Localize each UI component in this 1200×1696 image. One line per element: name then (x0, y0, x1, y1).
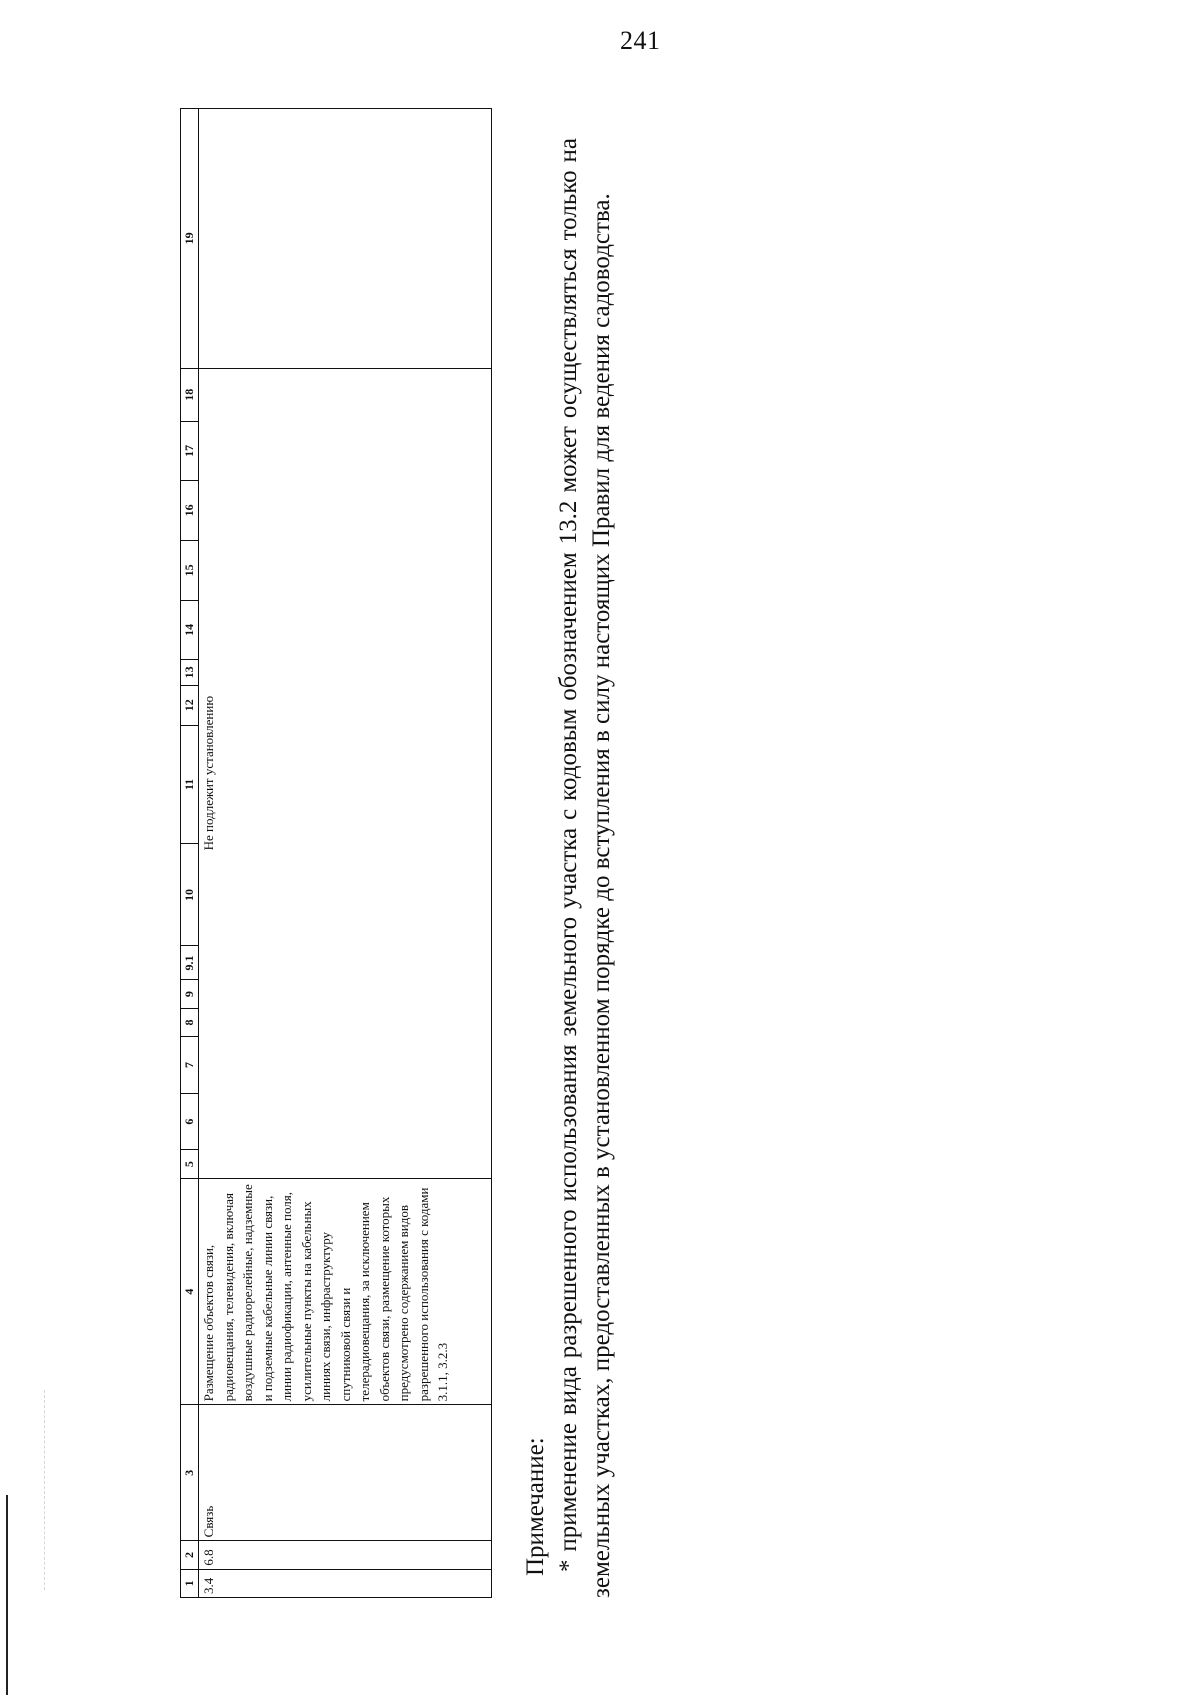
header-cell: 14 (181, 600, 199, 659)
header-cell: 12 (181, 685, 199, 725)
table-row (199, 109, 492, 1598)
header-cell: 17 (181, 421, 199, 480)
cell-col2: 6.8 (199, 1541, 492, 1569)
scan-artifact-line (44, 1390, 47, 1590)
header-cell: 16 (181, 480, 199, 540)
header-cell: 6 (181, 1093, 199, 1150)
cell-col3: Связь (199, 1405, 492, 1541)
header-cell: 1 (181, 1569, 199, 1597)
header-cell: 15 (181, 540, 199, 600)
table-header-row (181, 109, 199, 1598)
header-cell: 7 (181, 1037, 199, 1094)
header-cell: 9.1 (181, 946, 199, 980)
header-cell: 5 (181, 1150, 199, 1178)
cell-col19 (199, 109, 492, 369)
header-cell: 18 (181, 368, 199, 421)
header-cell: 9 (181, 980, 199, 1008)
note-title: Примечание: (522, 1437, 549, 1576)
header-cell: 2 (181, 1541, 199, 1569)
cell-merged-5-18: Не подлежит установлению (199, 368, 492, 1178)
header-cell: 13 (181, 659, 199, 685)
header-cell: 19 (181, 109, 199, 369)
header-cell: 11 (181, 725, 199, 844)
page-number: 241 (620, 26, 661, 55)
cell-col4: Размещение объектов связи, радиовещания, телевидения, включая воздушные радиорелейные, надземные и подземные кабельные линии связи, линии радиофикации, антенные поля, усилительные пункты на кабельных линиях связи, инфраструктуру спутниковой связи и телерадиовещания, за исключением объектов связи, размещение которых предусмотрено содержанием видов разрешенного использования с кодами 3.1.1, 3.2.3 (199, 1178, 492, 1405)
rotated-content (180, 108, 700, 1598)
note-text: * применение вида разрешенного использования земельного участка с кодовым обозначением 13.2 может осуществляться только на земельных участках, предоставленных в установленном порядке до вступления в силу настоящих Правил для ведения садоводства. (555, 138, 615, 1598)
cell-col1: 3.4 (199, 1569, 492, 1597)
header-cell: 10 (181, 844, 199, 946)
header-cell: 3 (181, 1405, 199, 1541)
header-cell: 4 (181, 1178, 199, 1405)
binding-edge-line (6, 1495, 8, 1695)
zoning-table (180, 108, 492, 1598)
header-cell: 8 (181, 1008, 199, 1036)
